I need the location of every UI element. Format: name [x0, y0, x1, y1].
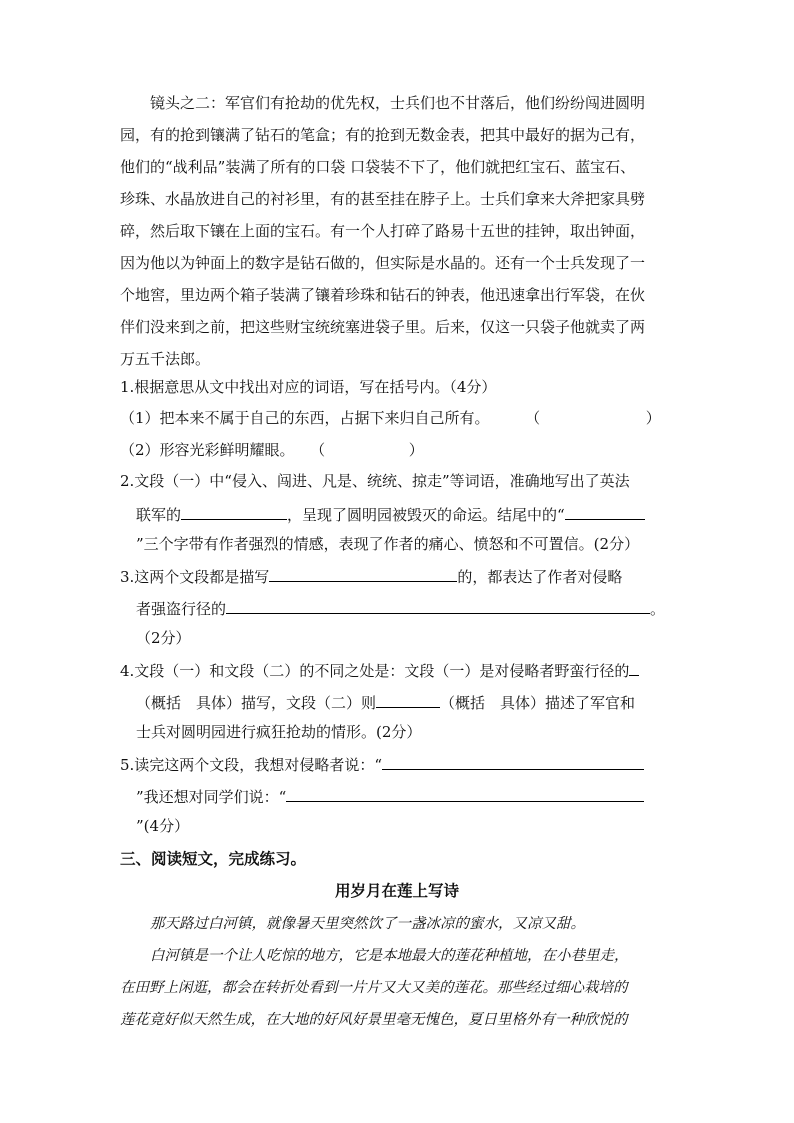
q4-line-3: 士兵对圆明园进行疯狂抢劫的情形。(2分） [136, 723, 422, 741]
q2-blank-1[interactable] [181, 503, 287, 520]
q2-line-3: ”三个字带有作者强烈的情感，表现了作者的痛心、愤怒和不可置信。(2分） [136, 535, 640, 553]
q1-sub2-open-paren: （ [310, 441, 326, 459]
q4-line-1-text: 4.文段（一）和文段（二）的不同之处是：文段（一）是对侵略者野蛮行径的 [120, 662, 630, 680]
passage-line: 镜头之二：军官们有抢劫的优先权，士兵们也不甘落后，他们纷纷闯进圆明 [150, 94, 646, 112]
q2-line-2-b: ，呈现了圆明园被毁灭的命运。结尾中的“ [287, 506, 565, 524]
q1-sub2-text: （2）形容光彩鲜明耀眼。 [120, 441, 295, 459]
passage-line: 他们的“战利品”装满了所有的口袋 口袋装不下了，他们就把红宝石、蓝宝石、 [120, 158, 636, 176]
q2-line-2 [136, 503, 645, 525]
q3-line-1-a: 3.这两个文段都是描写 [120, 568, 270, 586]
q5-blank-2[interactable] [286, 785, 644, 802]
q5-blank-1[interactable] [382, 753, 644, 770]
q3-line-3: （2分） [136, 629, 191, 647]
passage-line: 因为他以为钟面上的数字是钻石做的，但实际是水晶的。还有一个士兵发现了一 [120, 254, 646, 272]
q3-line-1 [120, 565, 622, 587]
q3-blank-2[interactable] [226, 597, 650, 614]
question-stem: 1.根据意思从文中找出对应的词语，写在括号内。（4分） [120, 378, 497, 396]
passage-line: 碎，然后取下镶在上面的宝石。有一个人打碎了路易十五世的挂钟，取出钟面， [120, 222, 646, 240]
q3-line-2 [136, 597, 665, 619]
article-paragraph: 那天路过白河镇，就像暑天里突然饮了一盏冰凉的蜜水，又凉又甜。 [150, 916, 585, 932]
q2-blank-2[interactable] [565, 503, 645, 520]
q3-line-1-b: 的，都表达了作者对侵略 [457, 568, 623, 586]
q1-sub2-close-paren: ） [408, 441, 424, 459]
passage-line: 个地窖，里边两个箱子装满了镶着珍珠和钻石的钟表，他迅速拿出行军袋，在伙 [120, 286, 646, 304]
article-paragraph: 在田野上闲逛，都会在转折处看到一片片又大又美的莲花。那些经过细心栽培的 [120, 980, 628, 996]
q2-line-1: 2.文段（一）中“侵入、闯进、凡是、统统、掠走”等词语，准确地写出了英法 [120, 472, 630, 490]
q4-line-2-b: （概括 具体）描述了军官和 [440, 694, 636, 712]
article-paragraph: 莲花竟好似天然生成，在大地的好风好景里毫无愧色，夏日里格外有一种欣悦的 [120, 1012, 628, 1028]
q5-line-2-text: ”我还想对同学们说：“ [136, 788, 287, 806]
q4-blank-1[interactable] [629, 659, 639, 676]
q3-line-2-b: 。 [650, 600, 666, 618]
q4-blank-2[interactable] [376, 691, 440, 708]
q3-line-2-a: 者强盗行径的 [136, 600, 227, 618]
q5-line-2 [136, 785, 644, 807]
q2-line-2-a: 联军的 [136, 506, 182, 524]
q1-sub2 [120, 440, 424, 460]
passage-line: 园，有的抢到镶满了钻石的笔盒；有的抢到无数金表，把其中最好的据为己有， [120, 126, 646, 144]
q4-line-2 [136, 691, 635, 713]
q1-sub1 [120, 408, 661, 428]
q5-line-1 [120, 753, 644, 775]
article-paragraph: 白河镇是一个让人吃惊的地方，它是本地最大的莲花种植地，在小巷里走， [150, 948, 629, 964]
q4-line-2-a: （概括 具体）描写，文段（二）则 [136, 694, 377, 712]
q1-sub1-text: （1）把本来不属于自己的东西，占据下来归自己所有。 [120, 409, 490, 427]
q3-blank-1[interactable] [269, 565, 457, 582]
section-heading: 三、阅读短文，完成练习。 [120, 849, 307, 868]
passage-line: 万五千法郎。 [120, 350, 211, 368]
q1-sub1-open-paren: （ [525, 409, 541, 427]
passage-line: 珍珠、水晶放进自己的衬衫里，有的甚至挂在脖子上。士兵们拿来大斧把家具劈 [120, 190, 646, 208]
q1-sub1-close-paren: ） [645, 409, 661, 427]
q5-line-1-text: 5.读完这两个文段，我想对侵略者说：“ [120, 756, 382, 774]
passage-line: 伴们没来到之前，把这些财宝统统塞进袋子里。后来，仅这一只袋子他就卖了两 [120, 318, 646, 336]
q5-line-3: ”(4分） [136, 817, 190, 835]
article-title: 用岁月在莲上写诗 [334, 881, 459, 900]
q4-line-1 [120, 659, 639, 681]
